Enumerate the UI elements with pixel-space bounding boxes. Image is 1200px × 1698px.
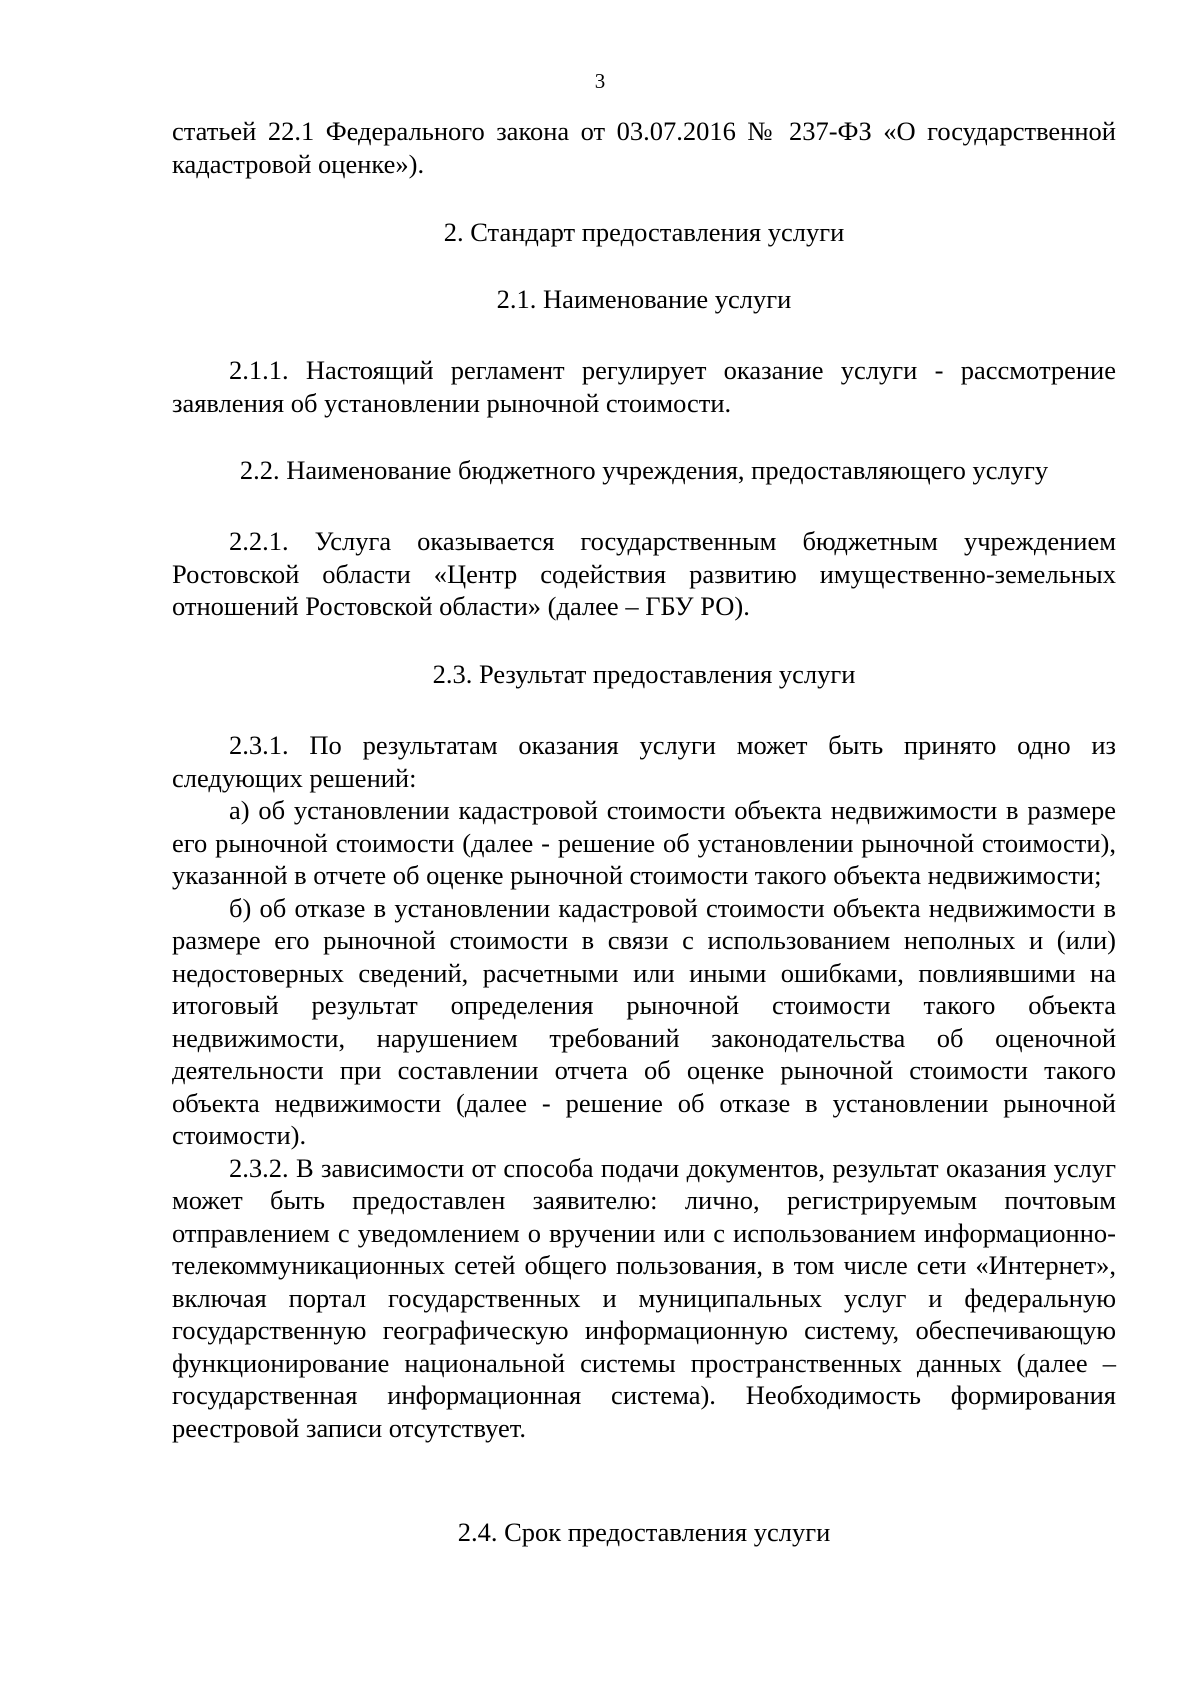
paragraph-2-2-1: 2.2.1. Услуга оказывается государственным бюджетным учреждением Ростовской области «Центр содействия развитию имущественно-земельных отношений Ростовской области» (далее – ГБУ РО). <box>172 526 1116 621</box>
section-2-2-body <box>172 525 1116 623</box>
intro-paragraph: статьей 22.1 Федерального закона от 03.07.2016 № 237-ФЗ «О государственной кадастровой оценке»). <box>172 116 1116 179</box>
list-item-a: а) об установлении кадастровой стоимости объекта недвижимости в размере его рыночной стоимости (далее - решение об установлении рыночной стоимости), указанной в отчете об оценке рыночной стоимости такого объекта недвижимости; <box>172 795 1116 890</box>
section-2-title: 2. Стандарт предоставления услуги <box>443 217 845 247</box>
section-2-3-title: 2.3. Результат предоставления услуги <box>432 659 856 689</box>
section-2-4-title: 2.4. Срок предоставления услуги <box>457 1517 831 1547</box>
section-2-2-title: 2.2. Наименование бюджетного учреждения, предоставляющего услугу <box>239 455 1049 485</box>
section-2-1-title: 2.1. Наименование услуги <box>496 284 792 314</box>
paragraph-2-3-1: 2.3.1. По результатам оказания услуги может быть принято одно из следующих решений: <box>172 730 1116 793</box>
paragraph-2-1-1: 2.1.1. Настоящий регламент регулирует оказание услуги - рассмотрение заявления об установлении рыночной стоимости. <box>172 355 1116 418</box>
page-number: 3 <box>594 69 606 93</box>
paragraph-2-3-2: 2.3.2. В зависимости от способа подачи документов, результат оказания услуг может быть предоставлен заявителю: лично, регистрируемым почтовым отправлением с уведомлением о вручении или с использованием информационно-телекоммуникационных сетей общего пользования, в том числе сети «Интернет», включая портал государственных и муниципальных услуг и федеральную государственную географическую информационную систему, обеспечивающую функционирование национальной системы пространственных данных (далее – государственная информационная система). Необходимость формирования реестровой записи отсутствует. <box>172 1152 1116 1443</box>
section-2-1-body <box>172 354 1116 419</box>
list-item-b: б) об отказе в установлении кадастровой стоимости объекта недвижимости в размере его рыночной стоимости в связи с использованием неполных и (или) недостоверных сведений, расчетными или иными ошибками, повлиявшими на итоговый результат определения рыночной стоимости такого объекта недвижимости, нарушением требований законодательства об оценочной деятельности при составлении отчета об оценке рыночной стоимости такого объекта недвижимости (далее - решение об отказе в установлении рыночной стоимости). <box>172 892 1116 1150</box>
section-2-3-body <box>172 729 1116 1444</box>
intro-block <box>172 115 1116 180</box>
